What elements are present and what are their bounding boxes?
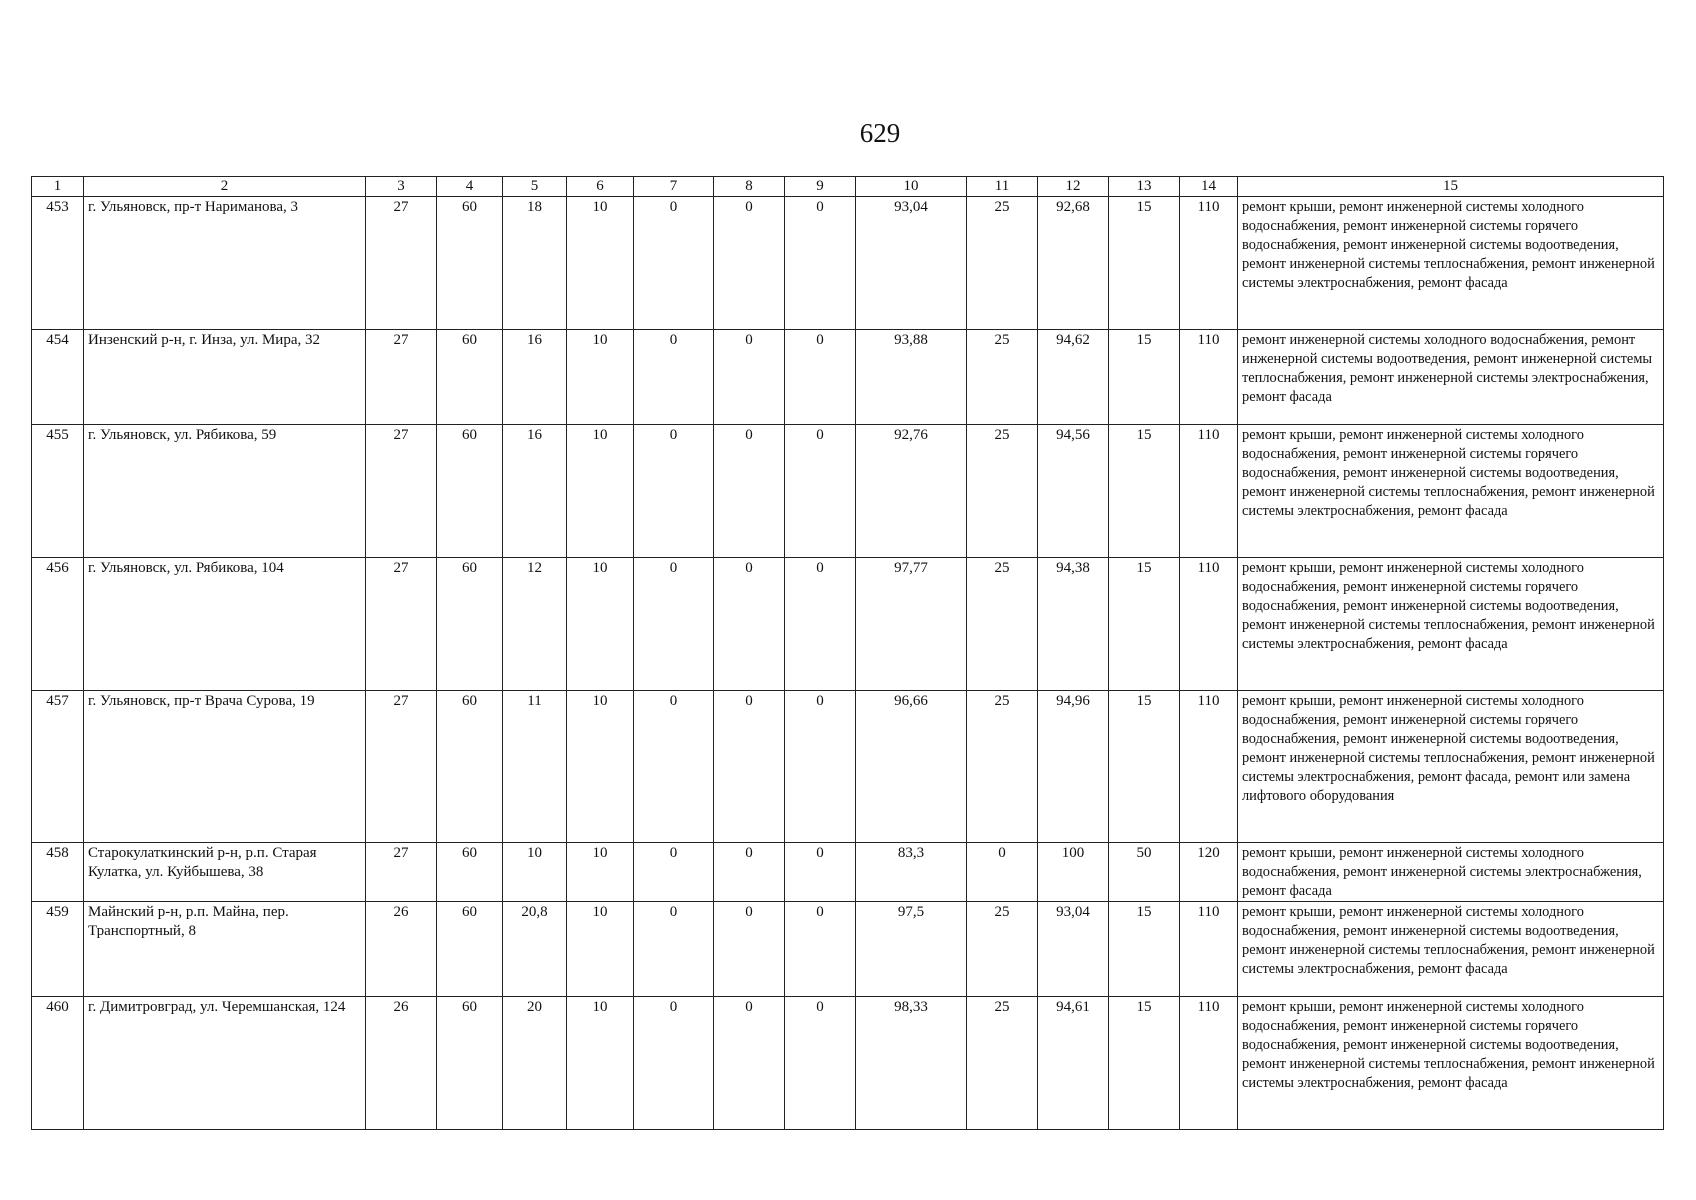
table-row — [32, 691, 1664, 843]
cell-c6: 10 — [567, 330, 634, 425]
cell-c12: 94,38 — [1038, 558, 1109, 691]
cell-c5: 16 — [503, 330, 567, 425]
cell-c14: 110 — [1180, 997, 1238, 1130]
cell-c9: 0 — [785, 425, 856, 558]
cell-c14: 110 — [1180, 558, 1238, 691]
table-row — [32, 843, 1664, 902]
cell-c13: 15 — [1109, 997, 1180, 1130]
cell-c11: 0 — [967, 843, 1038, 902]
cell-c9: 0 — [785, 691, 856, 843]
cell-c7: 0 — [634, 997, 714, 1130]
column-header: 5 — [503, 177, 567, 197]
cell-c14: 110 — [1180, 902, 1238, 997]
cell-c9: 0 — [785, 197, 856, 330]
cell-c3: 27 — [366, 330, 437, 425]
cell-c12: 93,04 — [1038, 902, 1109, 997]
table-row — [32, 197, 1664, 330]
row-number: 454 — [32, 330, 84, 425]
column-header: 6 — [567, 177, 634, 197]
cell-c5: 10 — [503, 843, 567, 902]
cell-c13: 15 — [1109, 197, 1180, 330]
cell-c4: 60 — [437, 902, 503, 997]
cell-c13: 15 — [1109, 425, 1180, 558]
cell-c5: 20 — [503, 997, 567, 1130]
cell-c12: 94,62 — [1038, 330, 1109, 425]
cell-c3: 27 — [366, 197, 437, 330]
table-row — [32, 425, 1664, 558]
building-address: г. Димитровград, ул. Черемшанская, 124 — [84, 997, 366, 1130]
cell-c10: 97,5 — [856, 902, 967, 997]
cell-c4: 60 — [437, 425, 503, 558]
column-header: 13 — [1109, 177, 1180, 197]
building-address: г. Ульяновск, ул. Рябикова, 59 — [84, 425, 366, 558]
cell-c7: 0 — [634, 425, 714, 558]
building-address: г. Ульяновск, ул. Рябикова, 104 — [84, 558, 366, 691]
cell-c3: 26 — [366, 997, 437, 1130]
cell-c9: 0 — [785, 997, 856, 1130]
column-header: 9 — [785, 177, 856, 197]
cell-c14: 110 — [1180, 197, 1238, 330]
column-header: 15 — [1238, 177, 1664, 197]
repair-works: ремонт крыши, ремонт инженерной системы холодного водоснабжения, ремонт инженерной системы горячего водоснабжения, ремонт инженерной системы водоотведения, ремонт инженерной системы теплоснабжения, ремонт инженерной системы электроснабжения, ремонт фасада — [1238, 197, 1664, 330]
column-header: 7 — [634, 177, 714, 197]
column-header: 14 — [1180, 177, 1238, 197]
cell-c7: 0 — [634, 843, 714, 902]
cell-c4: 60 — [437, 330, 503, 425]
cell-c9: 0 — [785, 843, 856, 902]
cell-c9: 0 — [785, 558, 856, 691]
cell-c13: 15 — [1109, 558, 1180, 691]
cell-c14: 110 — [1180, 691, 1238, 843]
row-number: 455 — [32, 425, 84, 558]
capital-repair-table — [31, 176, 1664, 1130]
cell-c10: 96,66 — [856, 691, 967, 843]
cell-c3: 27 — [366, 843, 437, 902]
table-row — [32, 997, 1664, 1130]
column-header: 10 — [856, 177, 967, 197]
cell-c10: 83,3 — [856, 843, 967, 902]
cell-c7: 0 — [634, 558, 714, 691]
building-address: г. Ульяновск, пр-т Врача Сурова, 19 — [84, 691, 366, 843]
cell-c9: 0 — [785, 330, 856, 425]
cell-c10: 97,77 — [856, 558, 967, 691]
cell-c14: 120 — [1180, 843, 1238, 902]
building-address: Майнский р-н, р.п. Майна, пер. Транспортный, 8 — [84, 902, 366, 997]
cell-c5: 12 — [503, 558, 567, 691]
cell-c6: 10 — [567, 691, 634, 843]
row-number: 460 — [32, 997, 84, 1130]
repair-works: ремонт крыши, ремонт инженерной системы холодного водоснабжения, ремонт инженерной системы горячего водоснабжения, ремонт инженерной системы водоотведения, ремонт инженерной системы теплоснабжения, ремонт инженерной системы электроснабжения, ремонт фасада — [1238, 997, 1664, 1130]
cell-c6: 10 — [567, 997, 634, 1130]
cell-c5: 18 — [503, 197, 567, 330]
column-header: 1 — [32, 177, 84, 197]
table-row — [32, 330, 1664, 425]
cell-c8: 0 — [714, 330, 785, 425]
cell-c8: 0 — [714, 197, 785, 330]
cell-c12: 94,56 — [1038, 425, 1109, 558]
cell-c13: 15 — [1109, 902, 1180, 997]
row-number: 456 — [32, 558, 84, 691]
cell-c10: 93,88 — [856, 330, 967, 425]
building-address: г. Ульяновск, пр-т Нариманова, 3 — [84, 197, 366, 330]
cell-c10: 92,76 — [856, 425, 967, 558]
cell-c3: 27 — [366, 558, 437, 691]
cell-c8: 0 — [714, 902, 785, 997]
cell-c9: 0 — [785, 902, 856, 997]
cell-c14: 110 — [1180, 425, 1238, 558]
cell-c3: 26 — [366, 902, 437, 997]
cell-c6: 10 — [567, 425, 634, 558]
cell-c11: 25 — [967, 558, 1038, 691]
cell-c8: 0 — [714, 997, 785, 1130]
column-header: 4 — [437, 177, 503, 197]
column-header: 2 — [84, 177, 366, 197]
cell-c10: 93,04 — [856, 197, 967, 330]
row-number: 453 — [32, 197, 84, 330]
cell-c3: 27 — [366, 691, 437, 843]
cell-c6: 10 — [567, 558, 634, 691]
cell-c5: 20,8 — [503, 902, 567, 997]
cell-c12: 92,68 — [1038, 197, 1109, 330]
cell-c13: 50 — [1109, 843, 1180, 902]
cell-c4: 60 — [437, 843, 503, 902]
building-address: Инзенский р-н, г. Инза, ул. Мира, 32 — [84, 330, 366, 425]
column-header: 11 — [967, 177, 1038, 197]
table-row — [32, 558, 1664, 691]
column-header: 12 — [1038, 177, 1109, 197]
cell-c11: 25 — [967, 197, 1038, 330]
row-number: 457 — [32, 691, 84, 843]
cell-c11: 25 — [967, 902, 1038, 997]
row-number: 459 — [32, 902, 84, 997]
cell-c11: 25 — [967, 997, 1038, 1130]
cell-c11: 25 — [967, 425, 1038, 558]
repair-works: ремонт инженерной системы холодного водоснабжения, ремонт инженерной системы водоотведения, ремонт инженерной системы теплоснабжения, ремонт инженерной системы электроснабжения, ремонт фасада — [1238, 330, 1664, 425]
cell-c3: 27 — [366, 425, 437, 558]
cell-c8: 0 — [714, 691, 785, 843]
cell-c12: 94,61 — [1038, 997, 1109, 1130]
cell-c8: 0 — [714, 425, 785, 558]
cell-c4: 60 — [437, 997, 503, 1130]
page-number: 629 — [859, 118, 901, 148]
cell-c14: 110 — [1180, 330, 1238, 425]
column-number-row — [32, 177, 1664, 197]
cell-c12: 100 — [1038, 843, 1109, 902]
cell-c7: 0 — [634, 902, 714, 997]
cell-c7: 0 — [634, 197, 714, 330]
cell-c6: 10 — [567, 197, 634, 330]
cell-c4: 60 — [437, 691, 503, 843]
column-header: 3 — [366, 177, 437, 197]
repair-works: ремонт крыши, ремонт инженерной системы холодного водоснабжения, ремонт инженерной системы горячего водоснабжения, ремонт инженерной системы водоотведения, ремонт инженерной системы теплоснабжения, ремонт инженерной системы электроснабжения, ремонт фасада — [1238, 558, 1664, 691]
cell-c13: 15 — [1109, 330, 1180, 425]
table-row — [32, 902, 1664, 997]
cell-c12: 94,96 — [1038, 691, 1109, 843]
cell-c10: 98,33 — [856, 997, 967, 1130]
cell-c5: 16 — [503, 425, 567, 558]
repair-works: ремонт крыши, ремонт инженерной системы холодного водоснабжения, ремонт инженерной системы водоотведения, ремонт инженерной системы теплоснабжения, ремонт инженерной системы электроснабжения, ремонт фасада — [1238, 902, 1664, 997]
row-number: 458 — [32, 843, 84, 902]
repair-works: ремонт крыши, ремонт инженерной системы холодного водоснабжения, ремонт инженерной системы горячего водоснабжения, ремонт инженерной системы водоотведения, ремонт инженерной системы теплоснабжения, ремонт инженерной системы электроснабжения, ремонт фасада, ремонт или замена лифтового оборудования — [1238, 691, 1664, 843]
cell-c6: 10 — [567, 902, 634, 997]
cell-c7: 0 — [634, 691, 714, 843]
cell-c8: 0 — [714, 558, 785, 691]
cell-c4: 60 — [437, 558, 503, 691]
cell-c7: 0 — [634, 330, 714, 425]
cell-c5: 11 — [503, 691, 567, 843]
building-address: Старокулаткинский р-н, р.п. Старая Кулатка, ул. Куйбышева, 38 — [84, 843, 366, 902]
repair-works: ремонт крыши, ремонт инженерной системы холодного водоснабжения, ремонт инженерной системы горячего водоснабжения, ремонт инженерной системы водоотведения, ремонт инженерной системы теплоснабжения, ремонт инженерной системы электроснабжения, ремонт фасада — [1238, 425, 1664, 558]
cell-c4: 60 — [437, 197, 503, 330]
repair-works: ремонт крыши, ремонт инженерной системы холодного водоснабжения, ремонт инженерной системы электроснабжения, ремонт фасада — [1238, 843, 1664, 902]
cell-c11: 25 — [967, 691, 1038, 843]
cell-c11: 25 — [967, 330, 1038, 425]
cell-c6: 10 — [567, 843, 634, 902]
cell-c8: 0 — [714, 843, 785, 902]
column-header: 8 — [714, 177, 785, 197]
cell-c13: 15 — [1109, 691, 1180, 843]
